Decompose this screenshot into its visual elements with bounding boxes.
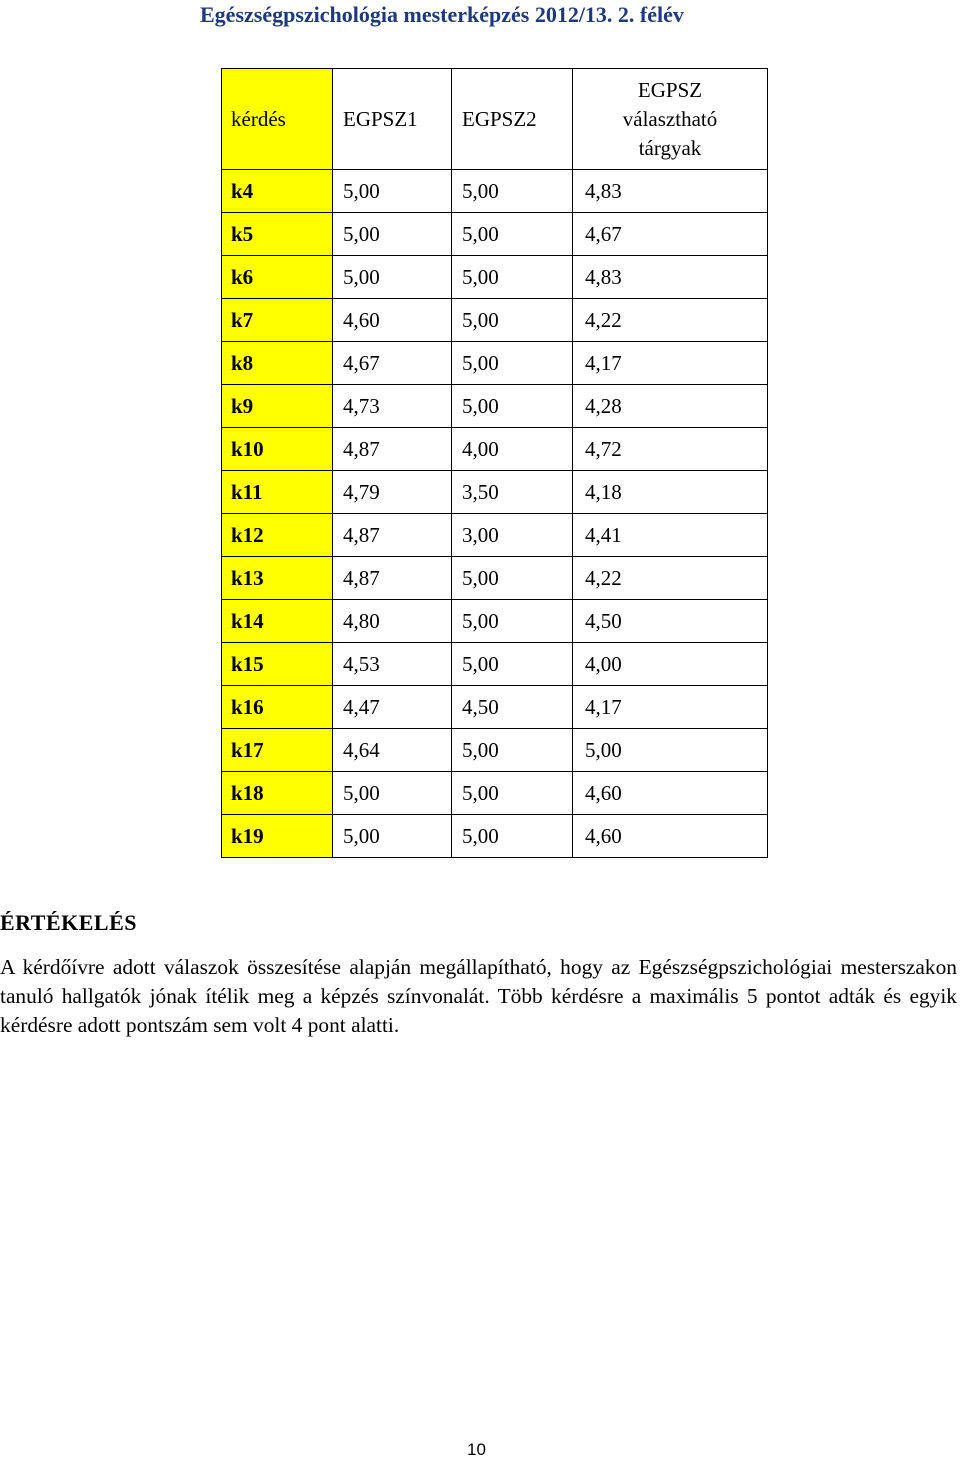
cell-egpsz1: 4,47	[333, 686, 452, 729]
row-question: k4	[222, 170, 333, 213]
cell-egpsz2: 5,00	[452, 643, 573, 686]
cell-egpsz-valaszthato: 4,72	[573, 428, 768, 471]
row-question: k6	[222, 256, 333, 299]
cell-egpsz2: 5,00	[452, 385, 573, 428]
evaluation-heading: ÉRTÉKELÉS	[0, 910, 138, 935]
row-question: k8	[222, 342, 333, 385]
table-row	[222, 170, 768, 213]
table-row	[222, 600, 768, 643]
header-egpsz1: EGPSZ1	[333, 69, 452, 170]
cell-egpsz-valaszthato: 4,83	[573, 256, 768, 299]
page-title: Egészségpszichológia mesterképzés 2012/13. 2. félév	[200, 2, 684, 27]
row-question: k7	[222, 299, 333, 342]
cell-egpsz-valaszthato: 4,67	[573, 213, 768, 256]
cell-egpsz-valaszthato: 4,17	[573, 686, 768, 729]
cell-egpsz2: 5,00	[452, 256, 573, 299]
cell-egpsz1: 4,73	[333, 385, 452, 428]
row-question: k19	[222, 815, 333, 858]
cell-egpsz1: 5,00	[333, 256, 452, 299]
cell-egpsz-valaszthato: 4,60	[573, 772, 768, 815]
table-row	[222, 557, 768, 600]
cell-egpsz-valaszthato: 4,60	[573, 815, 768, 858]
cell-egpsz2: 5,00	[452, 815, 573, 858]
table-header-row	[222, 69, 768, 170]
cell-egpsz-valaszthato: 4,00	[573, 643, 768, 686]
cell-egpsz1: 4,60	[333, 299, 452, 342]
table-row	[222, 342, 768, 385]
row-question: k9	[222, 385, 333, 428]
row-question: k5	[222, 213, 333, 256]
header-line-3: tárgyak	[638, 135, 702, 160]
cell-egpsz-valaszthato: 4,17	[573, 342, 768, 385]
row-question: k11	[222, 471, 333, 514]
cell-egpsz2: 3,00	[452, 514, 573, 557]
header-line-2: választható	[622, 106, 718, 131]
cell-egpsz-valaszthato: 4,50	[573, 600, 768, 643]
cell-egpsz1: 4,53	[333, 643, 452, 686]
table-row	[222, 729, 768, 772]
page-number: 10	[467, 1440, 486, 1459]
row-question: k16	[222, 686, 333, 729]
header-kerdes: kérdés	[222, 69, 333, 170]
cell-egpsz2: 5,00	[452, 557, 573, 600]
evaluation-paragraph: A kérdőívre adott válaszok összesítése alapján megállapítható, hogy az Egészségpszichológiai mesterszakon tanuló hallgatók jónak ítélik meg a képzés színvonalát. Több kérdésre a maximális 5 pontot adták és egyik kérdésre adott pontszám sem volt 4 pont alatti.	[0, 955, 957, 1037]
cell-egpsz1: 4,67	[333, 342, 452, 385]
row-question: k12	[222, 514, 333, 557]
cell-egpsz1: 5,00	[333, 772, 452, 815]
table-row	[222, 686, 768, 729]
table-row	[222, 471, 768, 514]
row-question: k15	[222, 643, 333, 686]
cell-egpsz-valaszthato: 5,00	[573, 729, 768, 772]
cell-egpsz2: 5,00	[452, 170, 573, 213]
cell-egpsz2: 4,00	[452, 428, 573, 471]
table-body	[222, 170, 768, 858]
cell-egpsz2: 4,50	[452, 686, 573, 729]
cell-egpsz-valaszthato: 4,83	[573, 170, 768, 213]
cell-egpsz2: 5,00	[452, 299, 573, 342]
cell-egpsz2: 5,00	[452, 772, 573, 815]
results-table	[221, 68, 768, 858]
cell-egpsz-valaszthato: 4,28	[573, 385, 768, 428]
header-egpsz2: EGPSZ2	[452, 69, 573, 170]
cell-egpsz1: 4,87	[333, 514, 452, 557]
row-question: k18	[222, 772, 333, 815]
cell-egpsz2: 5,00	[452, 342, 573, 385]
header-egpsz-valaszthato	[573, 69, 768, 170]
cell-egpsz1: 4,80	[333, 600, 452, 643]
table-row	[222, 256, 768, 299]
row-question: k10	[222, 428, 333, 471]
cell-egpsz1: 4,79	[333, 471, 452, 514]
table-row	[222, 299, 768, 342]
cell-egpsz2: 5,00	[452, 729, 573, 772]
cell-egpsz1: 4,87	[333, 428, 452, 471]
table-row	[222, 428, 768, 471]
cell-egpsz1: 5,00	[333, 815, 452, 858]
table-row	[222, 385, 768, 428]
cell-egpsz-valaszthato: 4,22	[573, 557, 768, 600]
row-question: k17	[222, 729, 333, 772]
cell-egpsz-valaszthato: 4,18	[573, 471, 768, 514]
row-question: k14	[222, 600, 333, 643]
cell-egpsz2: 3,50	[452, 471, 573, 514]
table-row	[222, 514, 768, 557]
table-row	[222, 772, 768, 815]
cell-egpsz2: 5,00	[452, 600, 573, 643]
header-line-1: EGPSZ	[637, 77, 703, 102]
table-row	[222, 643, 768, 686]
row-question: k13	[222, 557, 333, 600]
cell-egpsz1: 4,87	[333, 557, 452, 600]
cell-egpsz1: 4,64	[333, 729, 452, 772]
cell-egpsz-valaszthato: 4,22	[573, 299, 768, 342]
cell-egpsz-valaszthato: 4,41	[573, 514, 768, 557]
cell-egpsz1: 5,00	[333, 213, 452, 256]
table-row	[222, 213, 768, 256]
cell-egpsz2: 5,00	[452, 213, 573, 256]
cell-egpsz1: 5,00	[333, 170, 452, 213]
table-row	[222, 815, 768, 858]
